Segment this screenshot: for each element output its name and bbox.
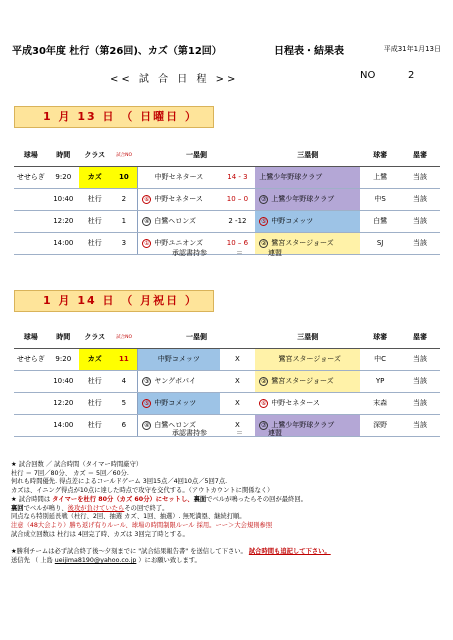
- note-text: ★ 試合時間は: [11, 495, 53, 503]
- table-row: [14, 210, 440, 232]
- note-line: 試合成立回数は 杜行は 4回完了時、カズは 3回完了時とする。: [11, 530, 189, 538]
- ground-cell: [14, 188, 48, 210]
- seed-mark: ⑦: [261, 422, 267, 429]
- seed-mark: ④: [144, 422, 150, 429]
- note-line: カズは、イニング得点が10点に達した時点で攻守を交代する。（アウトカウントに関係なく）: [11, 487, 274, 495]
- score-cell: 14 - 3: [220, 166, 256, 188]
- seed-mark: ①: [144, 240, 150, 247]
- seed-mark: ⑦: [261, 196, 267, 203]
- team1-cell: [138, 392, 220, 414]
- seed-mark: ⑤: [261, 218, 267, 225]
- approval-label: 承認書持参: [172, 429, 207, 437]
- team1-name: 白鷺ヘロンズ: [154, 217, 197, 225]
- table-row: [14, 348, 440, 370]
- seed-mark: ③: [144, 378, 150, 385]
- class-cell: カズ: [79, 166, 110, 188]
- game-no-cell: 6: [111, 414, 138, 436]
- ground-cell: [14, 210, 48, 232]
- note-text: 裏面: [193, 495, 207, 503]
- score-cell: X: [220, 348, 256, 370]
- duty-cell: 当該: [400, 210, 440, 232]
- class-cell: 杜行: [79, 188, 110, 210]
- ground-cell: [14, 370, 48, 392]
- class-cell: 杜行: [79, 210, 110, 232]
- table-row: [14, 188, 440, 210]
- score-cell: X: [220, 414, 256, 436]
- score-cell: X: [220, 392, 256, 414]
- note-line: 同点なら特別延長戦（杜行、2回、抽選 カズ、1回、抽選）. 無死満塁、継続打順。: [11, 513, 246, 521]
- col-game-no: 試合NO: [111, 326, 138, 348]
- ground-cell: [14, 392, 48, 414]
- team1-name: 白鷺ヘロンズ: [154, 421, 197, 429]
- note-line: 何れも時間優先. 得点差によるコールドゲーム 3回15点／4回10点／5回7点.: [11, 478, 228, 486]
- team3-cell: [255, 370, 360, 392]
- ground-cell: せせらぎ: [14, 166, 48, 188]
- day1-schedule-table: [14, 144, 440, 255]
- approval-value: 連盟: [268, 249, 282, 257]
- team1-cell: 中野コメッツ: [138, 348, 220, 370]
- schedule-subheader: [0, 70, 453, 84]
- score-cell: 10 – 6: [220, 232, 256, 254]
- umpire-cell: 中S: [360, 188, 400, 210]
- umpire-cell: SJ: [360, 232, 400, 254]
- col-umpire: 球審: [360, 144, 400, 166]
- team3-name: 鷺宮スタージョーズ: [271, 239, 334, 247]
- col-ground: 球場: [14, 144, 48, 166]
- team3-cell: [255, 210, 360, 232]
- score-cell: 10 – 0: [220, 188, 256, 210]
- note-line: [11, 505, 443, 514]
- score-cell: [220, 210, 256, 232]
- time-cell: 12:20: [48, 392, 79, 414]
- team3-name: 中野セネタース: [271, 399, 320, 407]
- document-header: [12, 42, 441, 58]
- umpire-cell: 白鷺: [360, 210, 400, 232]
- game-no-cell: 4: [111, 370, 138, 392]
- umpire-cell: 中C: [360, 348, 400, 370]
- issue-date: 平成31年1月13日: [383, 45, 441, 53]
- note-line: [11, 496, 443, 505]
- table-row: [14, 166, 440, 188]
- col-class: クラス: [79, 326, 110, 348]
- document-type: 日程表・結果表: [274, 46, 344, 57]
- col-game-no: 試合NO: [111, 144, 138, 166]
- time-cell: 14:00: [48, 414, 79, 436]
- ground-cell: [14, 414, 48, 436]
- rules-notes: [11, 461, 443, 566]
- game-no-cell: 5: [111, 392, 138, 414]
- class-cell: カズ: [79, 348, 110, 370]
- note-line: [11, 548, 443, 557]
- duty-cell: 当該: [400, 232, 440, 254]
- umpire-cell: 末森: [360, 392, 400, 414]
- time-cell: 10:40: [48, 188, 79, 210]
- schedule-heading: << 試 合 日 程 >>: [110, 74, 239, 85]
- col-first-base: 一塁側: [138, 326, 256, 348]
- table-row: [14, 370, 440, 392]
- col-time: 時間: [48, 144, 79, 166]
- seed-mark: ⑤: [144, 400, 150, 407]
- game-no-cell: 11: [111, 348, 138, 370]
- col-umpire: 球審: [360, 326, 400, 348]
- team1-cell: 中野セネタース: [138, 166, 220, 188]
- note-emphasis: 試合時間も追記して下さい。: [248, 548, 331, 556]
- note-text: その回で終了。: [124, 504, 169, 512]
- duty-cell: 当該: [400, 166, 440, 188]
- ground-cell: [14, 232, 48, 254]
- approval-eq: ＝: [236, 429, 243, 437]
- team1-cell: [138, 188, 220, 210]
- team3-name: 上鷺少年野球クラブ: [271, 195, 335, 203]
- team1-name: 中野ユニオンズ: [154, 239, 204, 247]
- time-cell: 14:00: [48, 232, 79, 254]
- note-text: ）にお願い致します。: [136, 557, 201, 565]
- duty-cell: 当該: [400, 414, 440, 436]
- day2-schedule-table: [14, 326, 440, 437]
- time-cell: 9:20: [48, 166, 79, 188]
- umpire-cell: YP: [360, 370, 400, 392]
- score-text: 2 -12: [228, 217, 247, 225]
- duty-cell: 当該: [400, 370, 440, 392]
- team3-cell: [255, 166, 360, 188]
- time-cell: 10:40: [48, 370, 79, 392]
- col-duty: 塁審: [400, 144, 440, 166]
- approval-eq: ＝: [236, 249, 243, 257]
- team3-cell: [255, 392, 360, 414]
- umpire-cell: 深野: [360, 414, 400, 436]
- note-line: 杜行 ＝ 7回／80分、 カズ ＝ 5回／60分.: [11, 469, 129, 477]
- team3-name: 上鷺少年野球クラブ: [271, 421, 335, 429]
- game-no-cell: 10: [111, 166, 138, 188]
- game-no-cell: 1: [111, 210, 138, 232]
- duty-cell: 当該: [400, 348, 440, 370]
- contact-email-link[interactable]: ueijima8190@yahoo.co.jp: [54, 557, 137, 565]
- ground-cell: せせらぎ: [14, 348, 48, 370]
- seed-mark: ⑥: [144, 196, 150, 203]
- day1-date-banner: 1 月 13 日 （ 日曜日 ）: [14, 106, 214, 128]
- class-cell: 杜行: [79, 392, 110, 414]
- team3-cell: [255, 188, 360, 210]
- team3-name: 上鷺少年野球クラブ: [259, 173, 323, 181]
- approval-value: 連盟: [268, 429, 282, 437]
- note-line: [11, 557, 443, 566]
- col-third-base: 三塁側: [255, 326, 360, 348]
- game-no-cell: 2: [111, 188, 138, 210]
- team1-name: ヤングボパイ: [154, 377, 197, 385]
- note-emphasis: 後攻が負けていたら: [67, 504, 125, 512]
- note-text: でベルが鳴ったらその回が最終回。: [206, 495, 307, 503]
- table-row: [14, 414, 440, 436]
- col-ground: 球場: [14, 326, 48, 348]
- day2-date-banner: 1 月 14 日 （ 月祝日 ）: [14, 290, 214, 312]
- seed-mark: ②: [261, 240, 267, 247]
- day2-header-row: [14, 326, 440, 348]
- col-third-base: 三塁側: [255, 144, 360, 166]
- note-line: 注意（48大会より）勝ち返げ有りルール、球場の時間制限ルール 採用。ーー＞大会規則参照: [11, 521, 273, 529]
- team3-cell: [255, 348, 360, 370]
- col-class: クラス: [79, 144, 110, 166]
- note-emphasis: タイマーを杜行 80分（カズ 60分）にセットし、: [52, 495, 194, 503]
- page-no-value: 2: [408, 70, 415, 81]
- table-row: [14, 392, 440, 414]
- day1-header-row: [14, 144, 440, 166]
- time-cell: 12:20: [48, 210, 79, 232]
- seed-mark: ④: [144, 218, 150, 225]
- approval-label: 承認書持参: [172, 249, 207, 257]
- note-text: でベルが鳴り、: [23, 504, 68, 512]
- team1-cell: [138, 370, 220, 392]
- seed-mark: ⑥: [261, 400, 267, 407]
- duty-cell: 当該: [400, 188, 440, 210]
- team1-cell: [138, 210, 220, 232]
- game-no-cell: 3: [111, 232, 138, 254]
- class-cell: 杜行: [79, 232, 110, 254]
- note-line: ★ 試合回数 ／ 試合時間（タイマー時間厳守）: [11, 461, 143, 468]
- team1-name: 中野セネタース: [154, 195, 203, 203]
- umpire-cell: 上鷺: [360, 166, 400, 188]
- team3-name: 中野コメッツ: [271, 217, 314, 225]
- document-title: 平成30年度 杜行（第26回)、カズ（第12回）: [12, 46, 222, 57]
- time-cell: 9:20: [48, 348, 79, 370]
- team3-name: 鷺宮スタージョーズ: [271, 377, 334, 385]
- team1-name: 中野コメッツ: [154, 399, 197, 407]
- note-text: 送信先 （ 上島: [11, 557, 55, 565]
- note-text: 裏回: [11, 504, 24, 512]
- note-text: ★勝利チームは必ず試合終了後～夕刻までに "試合結果報告書" を送信して下さい。: [11, 548, 249, 556]
- score-cell: X: [220, 370, 256, 392]
- seed-mark: ②: [261, 378, 267, 385]
- class-cell: 杜行: [79, 370, 110, 392]
- page-no-label: NO: [360, 70, 376, 81]
- col-duty: 塁審: [400, 326, 440, 348]
- table-row: [14, 232, 440, 254]
- col-first-base: 一塁側: [138, 144, 256, 166]
- class-cell: 杜行: [79, 414, 110, 436]
- col-time: 時間: [48, 326, 79, 348]
- duty-cell: 当該: [400, 392, 440, 414]
- team3-name: 鷺宮スタージョーズ: [278, 355, 341, 363]
